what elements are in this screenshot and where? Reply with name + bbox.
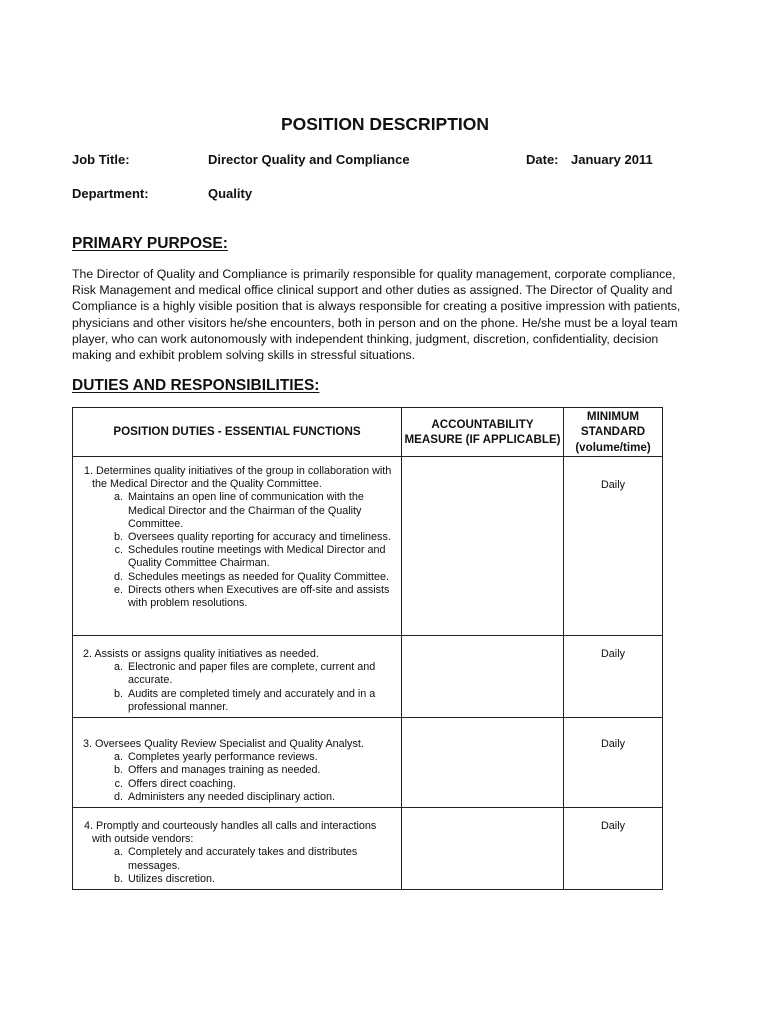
- duty-lead: 4. Promptly and courteously handles all calls and interactions with outside vendors:: [84, 820, 377, 846]
- duty-subitem: a. Maintains an open line of communication with the Medical Director and the Chairman of the Quality Committee.: [126, 491, 397, 531]
- column-header-functions: POSITION DUTIES - ESSENTIAL FUNCTIONS: [73, 408, 402, 457]
- duty-cell: [73, 636, 402, 718]
- duty-subitem: b. Offers and manages training as needed.: [126, 764, 397, 777]
- accountability-cell: [402, 718, 564, 808]
- duty-subitem: b. Audits are completed timely and accurately and in a professional manner.: [126, 688, 397, 714]
- accountability-cell: [402, 808, 564, 890]
- duties-heading: DUTIES AND RESPONSIBILITIES:: [72, 377, 320, 394]
- column-header-standard: MINIMUM STANDARD (volume/time): [564, 408, 663, 457]
- duty-cell: [73, 718, 402, 808]
- duty-lead: 2. Assists or assigns quality initiatives as needed.: [83, 648, 319, 660]
- duty-sublist: [78, 751, 397, 804]
- duty-sublist: [78, 661, 397, 714]
- duty-subitem: b. Utilizes discretion.: [126, 873, 397, 886]
- department-label: Department:: [72, 186, 149, 201]
- primary-purpose-heading: PRIMARY PURPOSE:: [72, 235, 228, 252]
- duty-cell: [73, 808, 402, 890]
- duty-sublist: [78, 846, 397, 886]
- duties-table: [72, 407, 663, 890]
- duty-sublist: [78, 491, 397, 610]
- duty-subitem: a. Completes yearly performance reviews.: [126, 751, 397, 764]
- duty-lead: 3. Oversees Quality Review Specialist and Quality Analyst.: [83, 738, 364, 751]
- table-row: [73, 718, 663, 808]
- job-title-value: Director Quality and Compliance: [208, 152, 410, 167]
- department-value: Quality: [208, 186, 253, 201]
- primary-purpose-text: The Director of Quality and Compliance is primarily responsible for quality management, corporate compliance, Risk Management and medical office clinical support and other duties as assigned. The Director of Quality and Compliance is a highly visible position that is always responsible for creating a positive impression with patients, physicians and other visitors he/she encounters, both in person and on the phone. He/she must be a loyal team player, who can work autonomously with independent thinking, judgment, discretion, confidentiality, decision making and exhibit problem solving skills in stressful situations.: [72, 267, 681, 363]
- duty-subitem: d. Administers any needed disciplinary action.: [126, 791, 397, 804]
- accountability-cell: [402, 636, 564, 718]
- duty-cell: [73, 457, 402, 636]
- table-header-row: [73, 408, 663, 457]
- duty-subitem: d. Schedules meetings as needed for Quality Committee.: [126, 571, 397, 584]
- duty-subitem: c. Offers direct coaching.: [126, 778, 397, 791]
- standard-cell: Daily: [564, 457, 663, 636]
- table-row: [73, 457, 663, 636]
- duty-subitem: a. Electronic and paper files are complete, current and accurate.: [126, 661, 397, 687]
- document-title: POSITION DESCRIPTION: [280, 114, 490, 134]
- date-label: Date:: [526, 152, 559, 167]
- standard-cell: Daily: [564, 636, 663, 718]
- duty-subitem: a. Completely and accurately takes and distributes messages.: [126, 846, 397, 872]
- duty-lead: 1. Determines quality initiatives of the group in collaboration with the Medical Director and the Quality Committee.: [84, 465, 392, 491]
- job-title-label: Job Title:: [72, 152, 130, 167]
- standard-cell: Daily: [564, 718, 663, 808]
- duty-subitem: c. Schedules routine meetings with Medical Director and Quality Committee Chairman.: [126, 544, 397, 570]
- table-row: [73, 808, 663, 890]
- duty-subitem: e. Directs others when Executives are off-site and assists with problem resolutions.: [126, 584, 397, 610]
- standard-cell: Daily: [564, 808, 663, 890]
- duty-subitem: b. Oversees quality reporting for accuracy and timeliness.: [126, 531, 397, 544]
- date-value: January 2011: [571, 152, 653, 167]
- column-header-accountability: ACCOUNTABILITY MEASURE (IF APPLICABLE): [402, 408, 564, 457]
- table-row: [73, 636, 663, 718]
- accountability-cell: [402, 457, 564, 636]
